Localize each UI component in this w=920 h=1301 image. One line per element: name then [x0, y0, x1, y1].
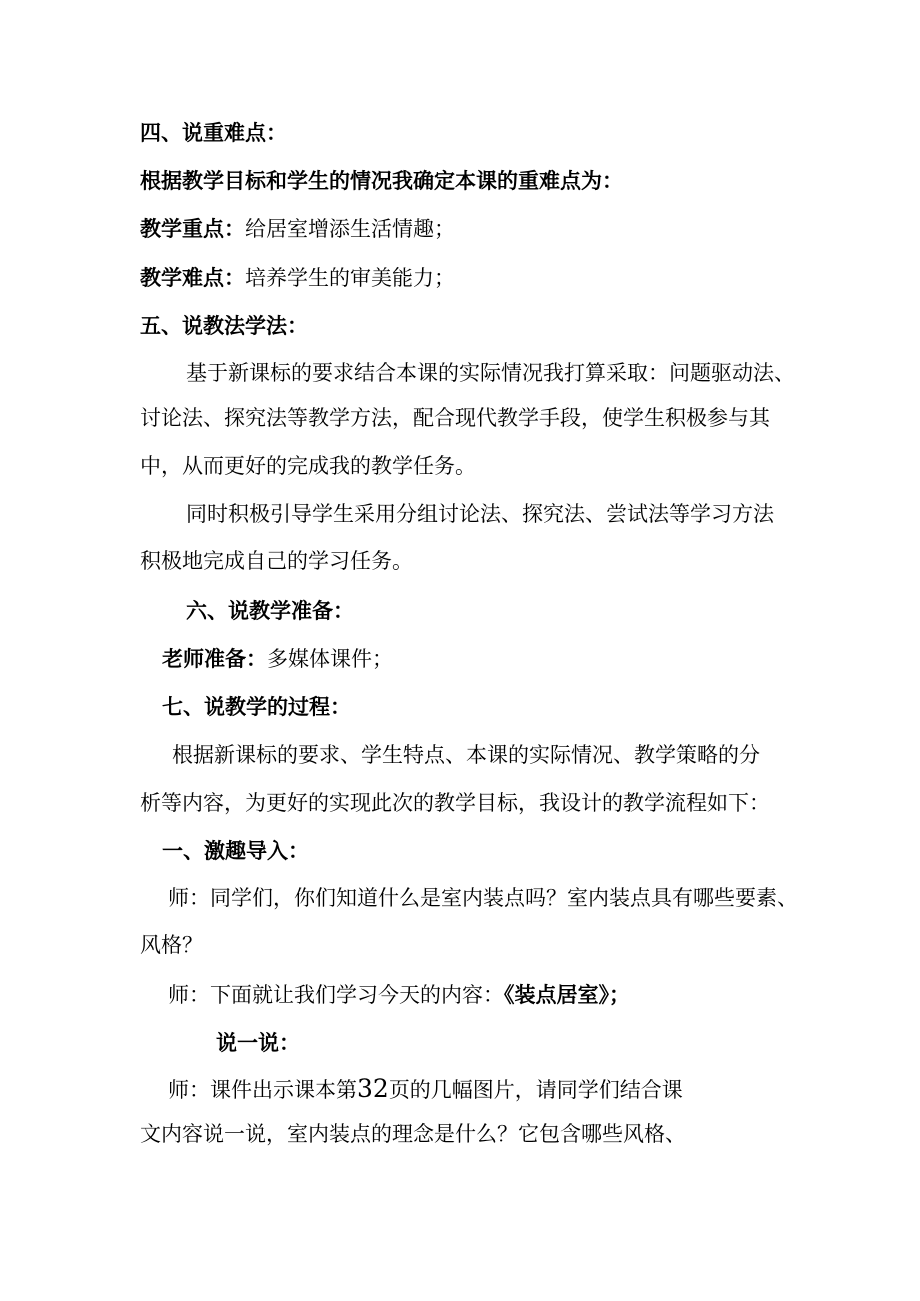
key-point-text: 给居室增添生活情趣；	[245, 217, 455, 241]
teacher-line-3-suffix: 页的几幅图片，请同学们结合课	[388, 1078, 683, 1102]
teacher-line-2	[168, 980, 828, 1010]
section-5-para1-line2: 讨论法、探究法等教学方法，配合现代教学手段，使学生积极参与其	[140, 406, 770, 430]
teacher-prep-text: 多媒体课件；	[267, 647, 393, 671]
teacher-prep-label: 老师准备：	[162, 646, 267, 671]
difficult-point-line	[140, 263, 800, 293]
teacher-line-3-part2: 文内容说一说，室内装点的理念是什么？它包含哪些风格、	[140, 1122, 686, 1146]
key-point-line	[140, 214, 800, 244]
section-6-heading: 六、说教学准备：	[186, 598, 354, 623]
section-7-heading: 七、说教学的过程：	[162, 694, 351, 719]
page-number: 32	[357, 1074, 389, 1103]
section-5-para1-line3: 中，从而更好的完成我的教学任务。	[140, 454, 476, 478]
section-5-para2-line2: 积极地完成自己的学习任务。	[140, 549, 413, 573]
section-4-heading: 四、说重难点：	[140, 120, 287, 145]
teacher-line-1-part2: 风格？	[140, 933, 203, 957]
teacher-line-3-prefix: 师：课件出示课本第	[168, 1078, 357, 1102]
difficult-point-text: 培养学生的审美能力；	[245, 266, 455, 290]
teacher-line-3	[168, 1074, 828, 1105]
lesson-title: 《装点居室》；	[504, 982, 630, 1007]
teacher-line-2-text: 师：下面就让我们学习今天的内容：	[168, 983, 504, 1007]
teacher-line-1-part1: 师：同学们，你们知道什么是室内装点吗？室内装点具有哪些要素、	[168, 886, 798, 910]
section-5-heading: 五、说教法学法：	[140, 313, 308, 338]
section-5-para2-line1: 同时积极引导学生采用分组讨论法、探究法、尝试法等学习方法	[186, 502, 774, 526]
step-1-heading: 一、激趣导入：	[162, 838, 309, 863]
difficult-point-label: 教学难点：	[140, 265, 245, 290]
say-heading: 说一说：	[216, 1030, 300, 1055]
section-4-intro: 根据教学目标和学生的情况我确定本课的重难点为：	[140, 168, 623, 193]
section-7-para-line2: 析等内容，为更好的实现此次的教学目标，我设计的教学流程如下：	[140, 791, 770, 815]
section-7-para-line1: 根据新课标的要求、学生特点、本课的实际情况、教学策略的分	[172, 743, 760, 767]
teacher-prep-line	[162, 644, 822, 674]
key-point-label: 教学重点：	[140, 216, 245, 241]
section-5-para1-line1: 基于新课标的要求结合本课的实际情况我打算采取：问题驱动法、	[186, 361, 795, 385]
